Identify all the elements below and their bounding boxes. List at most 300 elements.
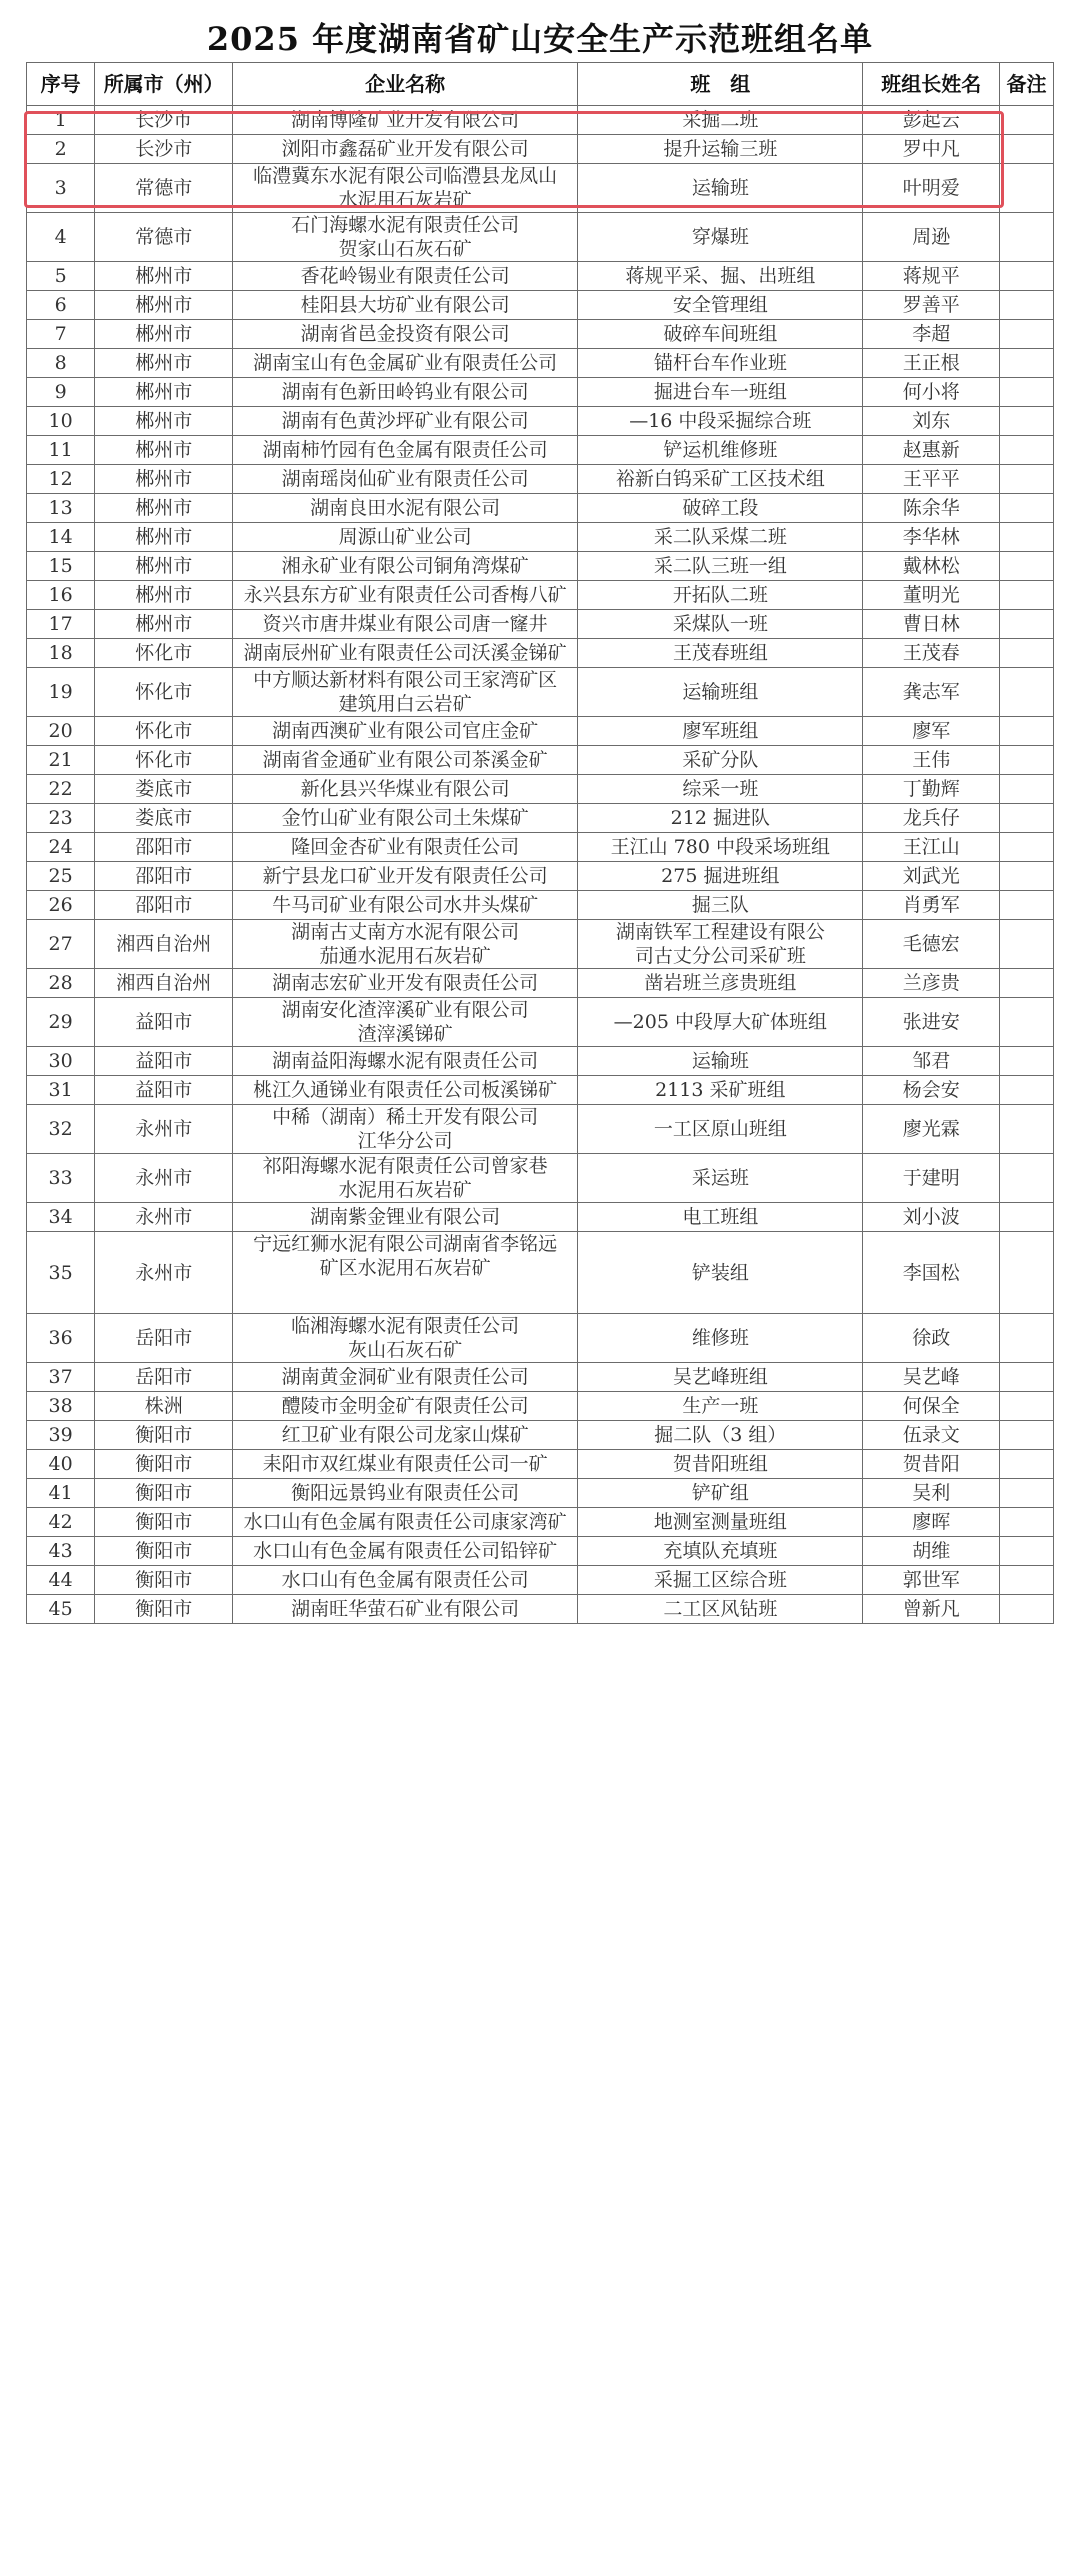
cell-team: 吴艺峰班组: [578, 1363, 863, 1392]
cell-leader: 李国松: [863, 1232, 1000, 1314]
cell-company: 湖南旺华萤石矿业有限公司: [233, 1595, 578, 1624]
table-row: [27, 862, 1054, 891]
cell-note: [1000, 1105, 1054, 1154]
cell-leader: 曹日林: [863, 610, 1000, 639]
cell-no: 23: [27, 804, 95, 833]
cell-company: 资兴市唐井煤业有限公司唐一窿井: [233, 610, 578, 639]
cell-note: [1000, 920, 1054, 969]
cell-note: [1000, 106, 1054, 135]
cell-no: 10: [27, 407, 95, 436]
cell-leader: 兰彦贵: [863, 969, 1000, 998]
cell-no: 42: [27, 1508, 95, 1537]
table-row: [27, 407, 1054, 436]
cell-team: 穿爆班: [578, 213, 863, 262]
cell-no: 21: [27, 746, 95, 775]
cell-leader: 罗中凡: [863, 135, 1000, 164]
cell-no: 13: [27, 494, 95, 523]
cell-team: 充填队充填班: [578, 1537, 863, 1566]
table-row: [27, 1314, 1054, 1363]
cell-leader: 张进安: [863, 998, 1000, 1047]
cell-note: [1000, 639, 1054, 668]
cell-company: 耒阳市双红煤业有限责任公司一矿: [233, 1450, 578, 1479]
cell-city: 娄底市: [95, 775, 233, 804]
cell-leader: 王正根: [863, 349, 1000, 378]
cell-team: 运输班: [578, 1047, 863, 1076]
cell-leader: 伍录文: [863, 1421, 1000, 1450]
cell-leader: 胡维: [863, 1537, 1000, 1566]
cell-note: [1000, 1566, 1054, 1595]
cell-city: 永州市: [95, 1105, 233, 1154]
cell-team: 一工区原山班组: [578, 1105, 863, 1154]
cell-no: 38: [27, 1392, 95, 1421]
cell-leader: 吴利: [863, 1479, 1000, 1508]
table-row: [27, 164, 1054, 213]
cell-company: 湖南西澳矿业有限公司官庄金矿: [233, 717, 578, 746]
table-row: [27, 1392, 1054, 1421]
cell-team: 破碎工段: [578, 494, 863, 523]
table-row: [27, 1595, 1054, 1624]
cell-city: 长沙市: [95, 106, 233, 135]
cell-note: [1000, 164, 1054, 213]
cell-note: [1000, 1076, 1054, 1105]
table-row: [27, 494, 1054, 523]
cell-team: 裕新白钨采矿工区技术组: [578, 465, 863, 494]
table-row: [27, 378, 1054, 407]
cell-city: 益阳市: [95, 1047, 233, 1076]
cell-note: [1000, 1479, 1054, 1508]
cell-leader: 何保全: [863, 1392, 1000, 1421]
cell-no: 33: [27, 1154, 95, 1203]
table-row: [27, 106, 1054, 135]
cell-no: 41: [27, 1479, 95, 1508]
cell-note: [1000, 891, 1054, 920]
cell-no: 37: [27, 1363, 95, 1392]
cell-no: 35: [27, 1232, 95, 1314]
table-row: [27, 1479, 1054, 1508]
cell-leader: 肖勇军: [863, 891, 1000, 920]
cell-team: 蒋规平采、掘、出班组: [578, 262, 863, 291]
cell-no: 43: [27, 1537, 95, 1566]
table-row: [27, 1508, 1054, 1537]
cell-leader: 彭起云: [863, 106, 1000, 135]
cell-team: 掘二队（3 组）: [578, 1421, 863, 1450]
cell-company: 宁远红狮水泥有限公司湖南省李铭远 矿区水泥用石灰岩矿: [233, 1232, 578, 1314]
table-row: [27, 639, 1054, 668]
cell-no: 24: [27, 833, 95, 862]
cell-note: [1000, 804, 1054, 833]
cell-no: 20: [27, 717, 95, 746]
cell-team: 湖南铁军工程建设有限公 司古丈分公司采矿班: [578, 920, 863, 969]
cell-leader: 刘东: [863, 407, 1000, 436]
cell-city: 永州市: [95, 1203, 233, 1232]
header-company: 企业名称: [233, 63, 578, 106]
table-row: [27, 998, 1054, 1047]
table-row: [27, 833, 1054, 862]
cell-city: 怀化市: [95, 746, 233, 775]
cell-note: [1000, 349, 1054, 378]
cell-note: [1000, 213, 1054, 262]
cell-leader: 赵惠新: [863, 436, 1000, 465]
cell-team: 廖军班组: [578, 717, 863, 746]
cell-team: 综采一班: [578, 775, 863, 804]
table-row: [27, 135, 1054, 164]
cell-city: 岳阳市: [95, 1314, 233, 1363]
cell-no: 11: [27, 436, 95, 465]
cell-note: [1000, 581, 1054, 610]
cell-team: 生产一班: [578, 1392, 863, 1421]
cell-no: 45: [27, 1595, 95, 1624]
cell-city: 长沙市: [95, 135, 233, 164]
roster-table: [26, 62, 1054, 1624]
cell-leader: 廖光霖: [863, 1105, 1000, 1154]
cell-team: 掘三队: [578, 891, 863, 920]
table-row: [27, 1421, 1054, 1450]
cell-team: 采二队三班一组: [578, 552, 863, 581]
table-row: [27, 1363, 1054, 1392]
cell-company: 新宁县龙口矿业开发有限责任公司: [233, 862, 578, 891]
table-row: [27, 746, 1054, 775]
cell-team: 掘进台车一班组: [578, 378, 863, 407]
cell-city: 郴州市: [95, 291, 233, 320]
cell-no: 17: [27, 610, 95, 639]
cell-team: 维修班: [578, 1314, 863, 1363]
cell-company: 湖南辰州矿业有限责任公司沃溪金锑矿: [233, 639, 578, 668]
cell-note: [1000, 1450, 1054, 1479]
cell-city: 益阳市: [95, 998, 233, 1047]
cell-company: 金竹山矿业有限公司土朱煤矿: [233, 804, 578, 833]
header-index: 序号: [27, 63, 95, 106]
cell-company: 湖南博隆矿业开发有限公司: [233, 106, 578, 135]
cell-team: 275 掘进班组: [578, 862, 863, 891]
cell-team: 采矿分队: [578, 746, 863, 775]
cell-no: 26: [27, 891, 95, 920]
cell-note: [1000, 262, 1054, 291]
table-row: [27, 804, 1054, 833]
cell-leader: 于建明: [863, 1154, 1000, 1203]
cell-note: [1000, 610, 1054, 639]
cell-note: [1000, 494, 1054, 523]
cell-city: 邵阳市: [95, 891, 233, 920]
table-row: [27, 717, 1054, 746]
table-row: [27, 610, 1054, 639]
cell-company: 临澧冀东水泥有限公司临澧县龙凤山 水泥用石灰岩矿: [233, 164, 578, 213]
cell-city: 常德市: [95, 164, 233, 213]
cell-company: 湖南瑶岗仙矿业有限责任公司: [233, 465, 578, 494]
cell-leader: 周逊: [863, 213, 1000, 262]
cell-company: 湖南有色黄沙坪矿业有限公司: [233, 407, 578, 436]
table-row: [27, 465, 1054, 494]
cell-city: 衡阳市: [95, 1566, 233, 1595]
cell-leader: 刘小波: [863, 1203, 1000, 1232]
cell-leader: 郭世军: [863, 1566, 1000, 1595]
cell-company: 湖南益阳海螺水泥有限责任公司: [233, 1047, 578, 1076]
cell-city: 怀化市: [95, 639, 233, 668]
cell-company: 湖南良田水泥有限公司: [233, 494, 578, 523]
cell-city: 衡阳市: [95, 1479, 233, 1508]
cell-team: 采掘工区综合班: [578, 1566, 863, 1595]
table-row: [27, 969, 1054, 998]
cell-note: [1000, 775, 1054, 804]
cell-no: 1: [27, 106, 95, 135]
table-row: [27, 213, 1054, 262]
cell-note: [1000, 1392, 1054, 1421]
cell-note: [1000, 1203, 1054, 1232]
cell-team: 王茂春班组: [578, 639, 863, 668]
cell-note: [1000, 1363, 1054, 1392]
cell-no: 29: [27, 998, 95, 1047]
cell-no: 15: [27, 552, 95, 581]
cell-leader: 何小将: [863, 378, 1000, 407]
table-row: [27, 1047, 1054, 1076]
cell-leader: 廖军: [863, 717, 1000, 746]
cell-leader: 毛德宏: [863, 920, 1000, 969]
cell-company: 湖南省邑金投资有限公司: [233, 320, 578, 349]
cell-city: 衡阳市: [95, 1421, 233, 1450]
cell-team: 电工班组: [578, 1203, 863, 1232]
cell-team: 2113 采矿班组: [578, 1076, 863, 1105]
cell-no: 44: [27, 1566, 95, 1595]
cell-city: 郴州市: [95, 262, 233, 291]
cell-no: 2: [27, 135, 95, 164]
header-note: 备注: [1000, 63, 1054, 106]
cell-no: 40: [27, 1450, 95, 1479]
cell-no: 39: [27, 1421, 95, 1450]
cell-city: 衡阳市: [95, 1595, 233, 1624]
cell-city: 郴州市: [95, 494, 233, 523]
cell-team: 铲矿组: [578, 1479, 863, 1508]
header-city: 所属市（州）: [95, 63, 233, 106]
cell-company: 周源山矿业公司: [233, 523, 578, 552]
cell-team: 铲装组: [578, 1232, 863, 1314]
table-row: [27, 523, 1054, 552]
table-row: [27, 668, 1054, 717]
cell-company: 湖南安化渣滓溪矿业有限公司 渣滓溪锑矿: [233, 998, 578, 1047]
cell-no: 16: [27, 581, 95, 610]
cell-city: 衡阳市: [95, 1537, 233, 1566]
cell-note: [1000, 862, 1054, 891]
cell-company: 水口山有色金属有限责任公司铅锌矿: [233, 1537, 578, 1566]
cell-company: 中方顺达新材料有限公司王家湾矿区 建筑用白云岩矿: [233, 668, 578, 717]
table-row: [27, 1537, 1054, 1566]
cell-no: 4: [27, 213, 95, 262]
cell-leader: 王平平: [863, 465, 1000, 494]
cell-note: [1000, 407, 1054, 436]
table-row: [27, 291, 1054, 320]
cell-note: [1000, 1595, 1054, 1624]
cell-city: 益阳市: [95, 1076, 233, 1105]
cell-no: 31: [27, 1076, 95, 1105]
cell-team: 采二队采煤二班: [578, 523, 863, 552]
cell-note: [1000, 523, 1054, 552]
cell-team: 提升运输三班: [578, 135, 863, 164]
cell-leader: 廖晖: [863, 1508, 1000, 1537]
table-row: [27, 1203, 1054, 1232]
cell-leader: 刘武光: [863, 862, 1000, 891]
cell-leader: 蒋规平: [863, 262, 1000, 291]
cell-company: 隆回金杏矿业有限责任公司: [233, 833, 578, 862]
cell-city: 郴州市: [95, 523, 233, 552]
cell-no: 3: [27, 164, 95, 213]
cell-company: 桃江久通锑业有限责任公司板溪锑矿: [233, 1076, 578, 1105]
table-row: [27, 552, 1054, 581]
cell-city: 郴州市: [95, 465, 233, 494]
cell-city: 永州市: [95, 1232, 233, 1314]
cell-team: 王江山 780 中段采场班组: [578, 833, 863, 862]
cell-no: 9: [27, 378, 95, 407]
table-header-row: [27, 63, 1054, 106]
cell-city: 常德市: [95, 213, 233, 262]
cell-no: 6: [27, 291, 95, 320]
cell-team: 地测室测量班组: [578, 1508, 863, 1537]
cell-team: 运输班: [578, 164, 863, 213]
cell-note: [1000, 1154, 1054, 1203]
cell-note: [1000, 1508, 1054, 1537]
cell-note: [1000, 746, 1054, 775]
cell-city: 娄底市: [95, 804, 233, 833]
cell-city: 郴州市: [95, 581, 233, 610]
cell-company: 新化县兴华煤业有限公司: [233, 775, 578, 804]
table-row: [27, 581, 1054, 610]
cell-team: 采掘二班: [578, 106, 863, 135]
cell-no: 5: [27, 262, 95, 291]
cell-city: 郴州市: [95, 320, 233, 349]
cell-city: 永州市: [95, 1154, 233, 1203]
cell-note: [1000, 552, 1054, 581]
header-team: 班 组: [578, 63, 863, 106]
cell-no: 34: [27, 1203, 95, 1232]
cell-city: 衡阳市: [95, 1508, 233, 1537]
cell-team: 凿岩班兰彦贵班组: [578, 969, 863, 998]
cell-team: 贺昔阳班组: [578, 1450, 863, 1479]
cell-company: 湖南柿竹园有色金属有限责任公司: [233, 436, 578, 465]
cell-team: —205 中段厚大矿体班组: [578, 998, 863, 1047]
table-row: [27, 1105, 1054, 1154]
cell-note: [1000, 1537, 1054, 1566]
cell-leader: 李华林: [863, 523, 1000, 552]
table-row: [27, 349, 1054, 378]
cell-leader: 罗善平: [863, 291, 1000, 320]
table-row: [27, 1076, 1054, 1105]
cell-no: 18: [27, 639, 95, 668]
cell-no: 12: [27, 465, 95, 494]
cell-team: 采煤队一班: [578, 610, 863, 639]
table-row: [27, 891, 1054, 920]
cell-note: [1000, 833, 1054, 862]
cell-city: 湘西自治州: [95, 920, 233, 969]
cell-note: [1000, 969, 1054, 998]
table-row: [27, 1566, 1054, 1595]
cell-company: 祁阳海螺水泥有限责任公司曾家巷 水泥用石灰岩矿: [233, 1154, 578, 1203]
cell-company: 湖南有色新田岭钨业有限公司: [233, 378, 578, 407]
cell-company: 永兴县东方矿业有限责任公司香梅八矿: [233, 581, 578, 610]
cell-leader: 王江山: [863, 833, 1000, 862]
cell-note: [1000, 717, 1054, 746]
cell-company: 香花岭锡业有限责任公司: [233, 262, 578, 291]
cell-company: 水口山有色金属有限责任公司: [233, 1566, 578, 1595]
cell-team: 二工区风钻班: [578, 1595, 863, 1624]
cell-city: 衡阳市: [95, 1450, 233, 1479]
table-row: [27, 320, 1054, 349]
cell-company: 中稀（湖南）稀土开发有限公司 江华分公司: [233, 1105, 578, 1154]
cell-note: [1000, 436, 1054, 465]
cell-leader: 曾新凡: [863, 1595, 1000, 1624]
table-row: [27, 1450, 1054, 1479]
cell-company: 湖南黄金洞矿业有限责任公司: [233, 1363, 578, 1392]
cell-company: 桂阳县大坊矿业有限公司: [233, 291, 578, 320]
cell-city: 怀化市: [95, 717, 233, 746]
table-row: [27, 920, 1054, 969]
cell-city: 株洲: [95, 1392, 233, 1421]
cell-no: 25: [27, 862, 95, 891]
cell-no: 27: [27, 920, 95, 969]
cell-city: 怀化市: [95, 668, 233, 717]
cell-leader: 龚志军: [863, 668, 1000, 717]
cell-team: 采运班: [578, 1154, 863, 1203]
cell-no: 36: [27, 1314, 95, 1363]
cell-company: 湖南省金通矿业有限公司茶溪金矿: [233, 746, 578, 775]
table-row: [27, 262, 1054, 291]
cell-leader: 吴艺峰: [863, 1363, 1000, 1392]
cell-company: 红卫矿业有限公司龙家山煤矿: [233, 1421, 578, 1450]
cell-city: 岳阳市: [95, 1363, 233, 1392]
cell-company: 湖南志宏矿业开发有限责任公司: [233, 969, 578, 998]
cell-leader: 邹君: [863, 1047, 1000, 1076]
cell-company: 衡阳远景钨业有限责任公司: [233, 1479, 578, 1508]
cell-company: 石门海螺水泥有限责任公司 贺家山石灰石矿: [233, 213, 578, 262]
cell-leader: 龙兵仔: [863, 804, 1000, 833]
cell-note: [1000, 320, 1054, 349]
cell-leader: 戴林松: [863, 552, 1000, 581]
cell-note: [1000, 465, 1054, 494]
cell-note: [1000, 378, 1054, 407]
cell-leader: 杨会安: [863, 1076, 1000, 1105]
cell-company: 湖南紫金锂业有限公司: [233, 1203, 578, 1232]
cell-company: 浏阳市鑫磊矿业开发有限公司: [233, 135, 578, 164]
cell-team: 破碎车间班组: [578, 320, 863, 349]
cell-city: 郴州市: [95, 407, 233, 436]
cell-note: [1000, 135, 1054, 164]
cell-city: 郴州市: [95, 378, 233, 407]
cell-team: 安全管理组: [578, 291, 863, 320]
cell-no: 28: [27, 969, 95, 998]
cell-leader: 贺昔阳: [863, 1450, 1000, 1479]
cell-city: 郴州市: [95, 349, 233, 378]
table-row: [27, 1232, 1054, 1314]
cell-note: [1000, 1421, 1054, 1450]
cell-leader: 徐政: [863, 1314, 1000, 1363]
cell-leader: 陈余华: [863, 494, 1000, 523]
cell-no: 19: [27, 668, 95, 717]
cell-city: 郴州市: [95, 610, 233, 639]
cell-city: 郴州市: [95, 436, 233, 465]
cell-note: [1000, 668, 1054, 717]
cell-team: 铲运机维修班: [578, 436, 863, 465]
cell-company: 湖南古丈南方水泥有限公司 茄通水泥用石灰岩矿: [233, 920, 578, 969]
table-row: [27, 436, 1054, 465]
cell-company: 水口山有色金属有限责任公司康家湾矿: [233, 1508, 578, 1537]
cell-note: [1000, 1232, 1054, 1314]
cell-team: 212 掘进队: [578, 804, 863, 833]
cell-no: 14: [27, 523, 95, 552]
cell-no: 8: [27, 349, 95, 378]
table-row: [27, 1154, 1054, 1203]
cell-leader: 丁勤辉: [863, 775, 1000, 804]
cell-company: 临湘海螺水泥有限责任公司 灰山石灰石矿: [233, 1314, 578, 1363]
table-row: [27, 775, 1054, 804]
document-title: 2025 年度湖南省矿山安全生产示范班组名单: [206, 20, 874, 58]
cell-team: 锚杆台车作业班: [578, 349, 863, 378]
cell-company: 湘永矿业有限公司铜角湾煤矿: [233, 552, 578, 581]
